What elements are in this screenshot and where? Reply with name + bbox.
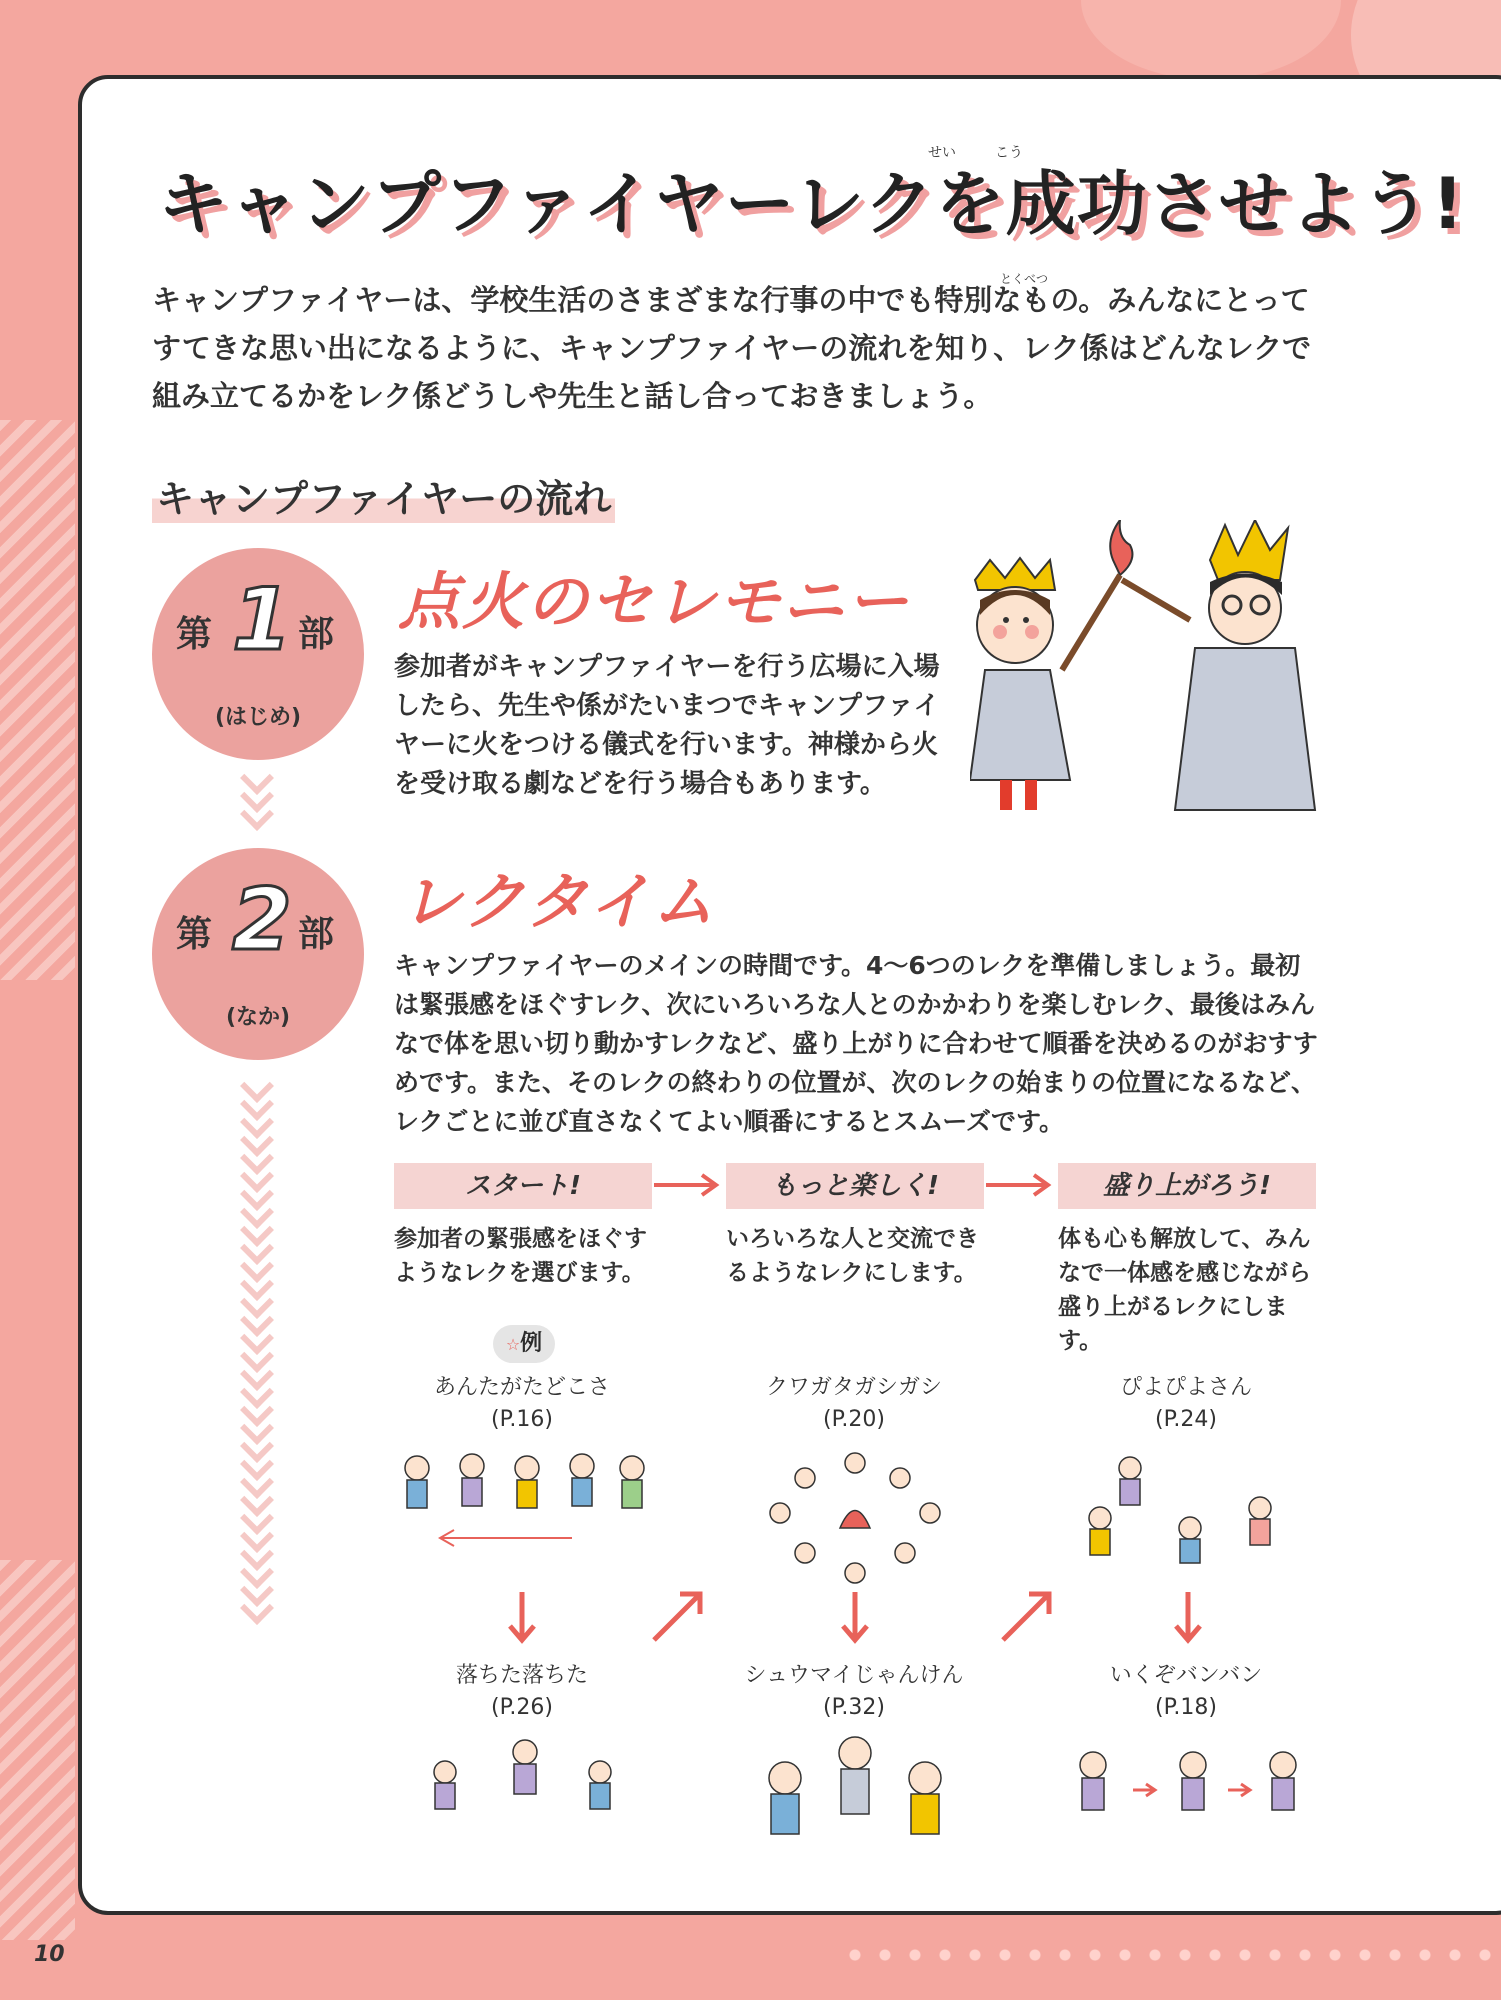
part1-kanji-left: 第 (176, 614, 213, 655)
example-label: 例 (520, 1331, 543, 1356)
game-name: いくぞバンバン (1109, 1663, 1263, 1688)
game-name: シュウマイじゃんけん (744, 1663, 964, 1688)
part2-text: キャンプファイヤーのメインの時間です。4～6つのレクを準備しましょう。最初は緊張感をほぐすレク、次にいろいろな人とのかかわりを楽しむレク、最後はみんなで体を思い切り動かすレクなど、盛り上がりに合わせて順番を決めるのがおすすめです。また、そのレクの終わりの位置が、次のレクの始まりの位置になるなど、レクごとに並び直さなくてよい順番にするとスムーズです。 (394, 951, 1318, 1136)
game-item (724, 1660, 984, 1724)
part1-badge (152, 548, 364, 760)
game-item (392, 1372, 652, 1436)
stage-more-label: もっと楽しく! (726, 1163, 984, 1209)
title-ruby-kou: こう (995, 145, 1023, 161)
background-stripes (0, 1560, 75, 1940)
game-illustration (760, 1448, 950, 1588)
stage-start-text: 参加者の緊張感をほぐすようなレクを選びます。 (394, 1226, 647, 1286)
game-page: (P.24) (1155, 1407, 1217, 1432)
title-ruby-sei: せい (928, 145, 956, 161)
game-page: (P.26) (491, 1695, 553, 1720)
diagonal-arrow-icon (648, 1586, 708, 1646)
down-arrow-icon (1168, 1590, 1208, 1644)
game-page: (P.20) (823, 1407, 885, 1432)
part2-kanji-right: 部 (298, 914, 335, 955)
page-title: キャンプファイヤーレクを成功させよう! (158, 163, 1465, 245)
down-arrow-icon (502, 1590, 542, 1644)
part1-sub: (はじめ) (214, 705, 302, 730)
game-illustration (415, 1732, 645, 1852)
star-icon: ☆ (505, 1335, 521, 1354)
game-name: ぴよぴよさん (1119, 1375, 1252, 1400)
part2-kanji-left: 第 (176, 914, 213, 955)
flow-chevrons (236, 1080, 278, 1620)
game-item (1056, 1372, 1316, 1436)
ceremony-illustration (970, 520, 1320, 820)
down-arrow-icon (835, 1590, 875, 1644)
part1-heading: 点火のセレモニー (398, 565, 911, 638)
game-page: (P.32) (823, 1695, 885, 1720)
game-illustration (745, 1728, 965, 1848)
part1-kanji-right: 部 (298, 614, 335, 655)
stage-more-text: いろいろな人と交流できるようなレクにします。 (726, 1226, 979, 1286)
part2-number: 2 (232, 870, 292, 970)
part1-number: 1 (232, 570, 292, 670)
part1-text: 参加者がキャンプファイヤーを行う広場に入場したら、先生や係がたいまつでキャンプファイヤーに火をつける儀式を行います。神様から火を受け取る劇などを行う場合もあります。 (394, 652, 940, 799)
stage-climax-text: 体も心も解放して、みんなで一体感を感じながら盛り上がるレクにします。 (1058, 1226, 1311, 1354)
game-name: あんたがたどこさ (433, 1375, 610, 1400)
right-arrow-icon (984, 1172, 1054, 1198)
part2-sub: (なか) (225, 1005, 291, 1030)
background-shape (1081, 0, 1341, 80)
game-name: 落ちた落ちた (455, 1663, 588, 1688)
background-dots (840, 1940, 1501, 1964)
game-illustration (392, 1448, 652, 1558)
diagonal-arrow-icon (997, 1586, 1057, 1646)
flow-chevrons (236, 772, 278, 826)
game-page: (P.18) (1155, 1695, 1217, 1720)
game-page: (P.16) (491, 1407, 553, 1432)
stage-climax-label: 盛り上がろう! (1058, 1163, 1316, 1209)
game-illustration (1058, 1735, 1318, 1845)
background-stripes (0, 420, 75, 980)
game-name: クワガタガシガシ (765, 1375, 942, 1400)
example-badge (493, 1325, 555, 1363)
part2-heading: レクタイム (400, 865, 717, 938)
page-number: 10 (34, 1942, 65, 1967)
part2-badge (152, 848, 364, 1060)
stage-start-label: スタート! (394, 1163, 652, 1209)
game-item (392, 1660, 652, 1724)
section-title: キャンプファイヤーの流れ (152, 468, 615, 523)
game-item (1056, 1660, 1316, 1724)
intro-text: キャンプファイヤーは、学校生活のさまざまな行事の中でも特別なもの。みんなにとってすてきな思い出になるように、キャンプファイヤーの流れを知り、レク係はどんなレクで組み立てるかをレク係どうしや先生と話し合っておきましょう。 (152, 283, 1312, 413)
right-arrow-icon (652, 1172, 722, 1198)
intro-ruby: とくべつ (1000, 272, 1049, 286)
game-illustration (1070, 1448, 1290, 1568)
game-item (724, 1372, 984, 1436)
